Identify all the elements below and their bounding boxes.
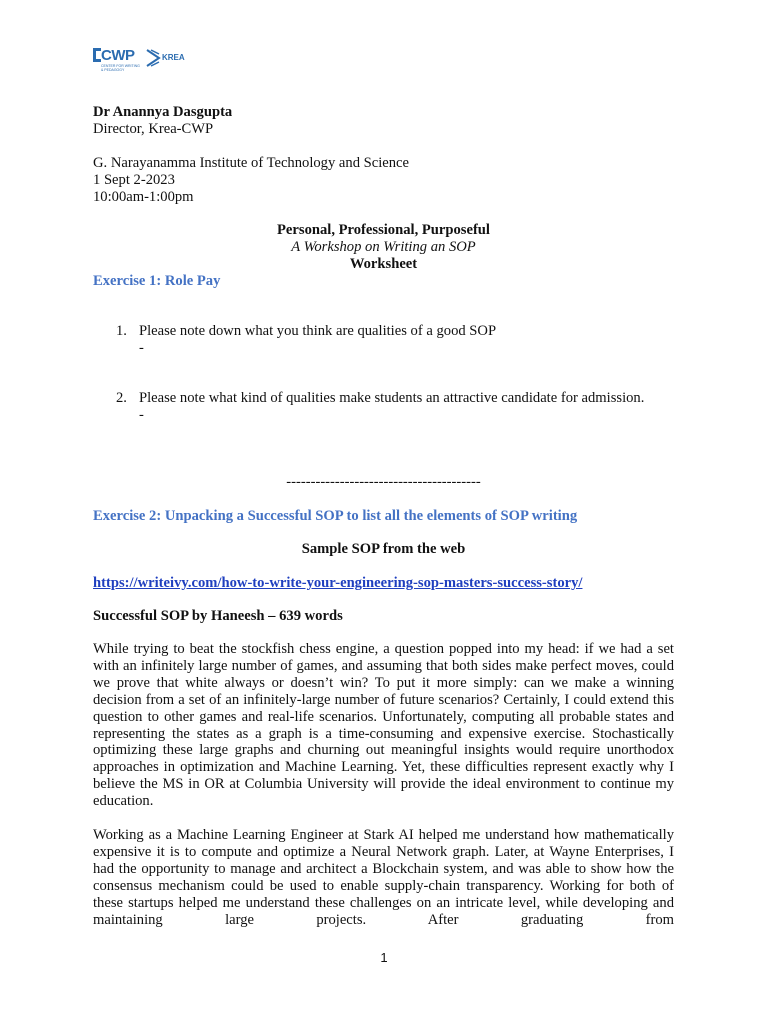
list-item-number: 2.	[116, 390, 127, 406]
sop-link-line	[93, 575, 582, 592]
list-item-text: Please note down what you think are qualities of a good SOP	[139, 323, 497, 339]
doc-title: Personal, Professional, Purposeful	[277, 222, 490, 238]
sop-paragraph-2: Working as a Machine Learning Engineer at Stark AI helped me understand how mathematically expensive it is to compute and optimize a Neural Network graph. Later, at Wayne Enterprises, I had the opportunity to manage and architect a Blockchain system, and was able to show how the consensus mechanism could be used to enable supply-chain transparency. Working for both of these startups helped me understand these challenges on an intricate level, while developing and maintaining large projects. After graduating from	[93, 827, 674, 928]
list-item-text: Please note what kind of qualities make students an attractive candidate for admission.	[139, 390, 645, 406]
event-date: 1 Sept 2-2023	[93, 172, 175, 188]
page-number: 1	[380, 950, 388, 965]
list-item	[139, 390, 674, 424]
author-role: Director, Krea-CWP	[93, 121, 214, 137]
separator: ----------------------------------------	[286, 474, 481, 490]
institution: G. Narayanamma Institute of Technology and Science	[93, 155, 410, 171]
list-item-answer: -	[139, 407, 144, 423]
sample-sop-heading: Sample SOP from the web	[301, 541, 466, 557]
author-name: Dr Anannya Dasgupta	[93, 104, 233, 120]
sop-title: Successful SOP by Haneesh – 639 words	[93, 608, 343, 624]
cwp-logo	[93, 47, 141, 71]
list-item-answer: -	[139, 340, 144, 356]
sop-link[interactable]: https://writeivy.com/how-to-write-your-engineering-sop-masters-success-story/	[93, 575, 583, 591]
list-item	[139, 323, 674, 357]
list-item-number: 1.	[116, 323, 127, 339]
exercise2-heading: Exercise 2: Unpacking a Successful SOP to list all the elements of SOP writing	[93, 508, 578, 524]
doc-subtitle: A Workshop on Writing an SOP	[291, 239, 476, 255]
krea-logo-mark-icon	[145, 48, 161, 68]
krea-logo-letters: KREA	[162, 53, 185, 62]
event-time: 10:00am-1:00pm	[93, 189, 194, 205]
cwp-logo-letters: CWP	[101, 47, 135, 64]
sop-paragraph-1: While trying to beat the stockfish chess engine, a question popped into my head: if we had a set with an infinitely large number of games, and assuming that both sides make perfect moves, could we prove that white always or doesn’t win? To put it more simply: can we make a winning decision from a set of an infinitely-large number of future scenarios? Certainly, I could extend this question to other games and real-life scenarios. Unfortunately, computing all probable states and representing the states as a graph is a time-consuming and expensive exercise. Stochastically optimizing these large graphs and churning out meaningful insights would require unorthodox approaches in optimization and Machine Learning. Yet, these difficulties represent exactly why I believe the MS in OR at Columbia University will provide the ideal environment to continue my education.	[93, 641, 674, 810]
exercise1-heading: Exercise 1: Role Pay	[93, 273, 221, 289]
doc-label: Worksheet	[349, 256, 418, 272]
cwp-logo-subtitle: CENTER FOR WRITING & PEDAGOGY	[101, 64, 140, 72]
krea-logo	[145, 47, 189, 71]
